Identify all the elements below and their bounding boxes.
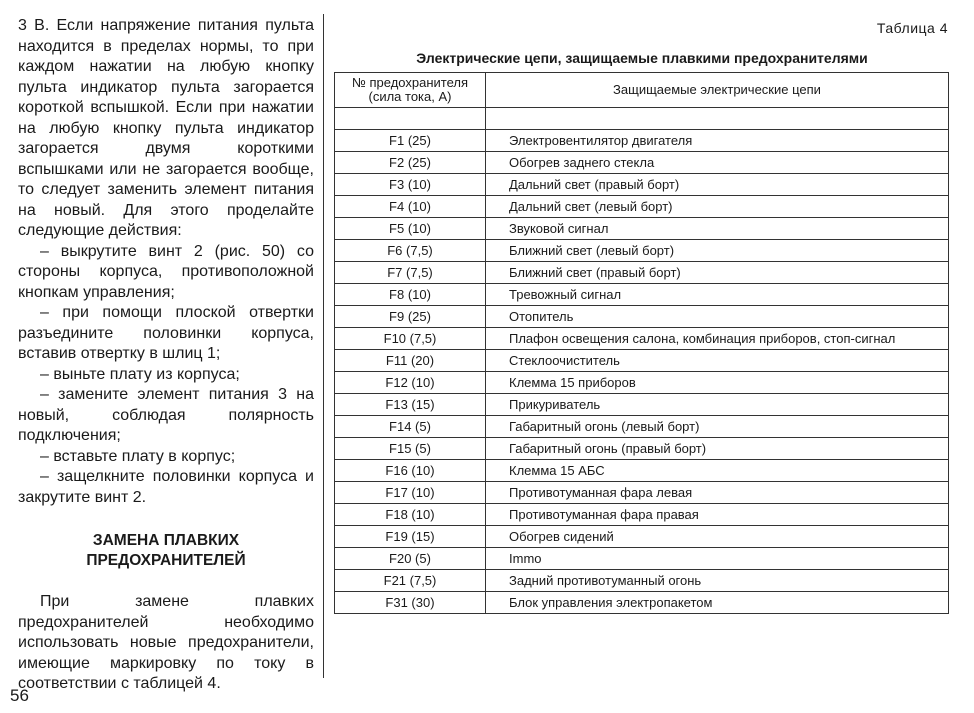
table-row (335, 548, 949, 570)
circuit-cell: Блок управления электропакетом (486, 592, 949, 614)
fuse-cell: F16 (10) (335, 460, 486, 482)
fuse-table (334, 72, 949, 614)
fuse-table-section (334, 20, 950, 614)
fuse-cell: F31 (30) (335, 592, 486, 614)
circuit-cell: Противотуманная фара левая (486, 482, 949, 504)
fuse-cell: F7 (7,5) (335, 262, 486, 284)
circuit-cell: Стеклоочиститель (486, 350, 949, 372)
table-spacer-row (335, 108, 949, 130)
fuse-cell: F20 (5) (335, 548, 486, 570)
table-row (335, 284, 949, 306)
fuse-cell: F12 (10) (335, 372, 486, 394)
fuse-cell: F1 (25) (335, 130, 486, 152)
fuse-cell: F18 (10) (335, 504, 486, 526)
table-row (335, 328, 949, 350)
circuit-cell: Противотуманная фара правая (486, 504, 949, 526)
circuit-cell: Дальний свет (правый борт) (486, 174, 949, 196)
section-heading: ЗАМЕНА ПЛАВКИХ ПРЕДОХРАНИТЕЛЕЙ (86, 532, 246, 569)
circuit-cell: Клемма 15 приборов (486, 372, 949, 394)
header-fuse-number: № предохранителя (сила тока, А) (335, 73, 486, 108)
instructions-column (18, 16, 314, 695)
circuit-cell: Дальний свет (левый борт) (486, 196, 949, 218)
circuit-cell: Задний противотуманный огонь (486, 570, 949, 592)
fuse-cell: F10 (7,5) (335, 328, 486, 350)
circuit-cell: Звуковой сигнал (486, 218, 949, 240)
instruction-step: – вставьте плату в корпус; (40, 447, 236, 465)
table-row (335, 130, 949, 152)
fuse-cell: F5 (10) (335, 218, 486, 240)
fuse-cell: F13 (15) (335, 394, 486, 416)
instruction-step: – выкрутите винт 2 (рис. 50) со стороны корпуса, противоположной кнопкам управления; (18, 242, 314, 301)
circuit-cell: Плафон освещения салона, комбинация приборов, стоп-сигнал (486, 328, 949, 350)
fuse-cell: F19 (15) (335, 526, 486, 548)
page-number: 56 (10, 686, 29, 705)
circuit-cell: Тревожный сигнал (486, 284, 949, 306)
table-header-row (335, 73, 949, 108)
instruction-step: – при помощи плоской отвертки разъедините половинки корпуса, вставив отвертку в шлиц 1; (18, 304, 314, 362)
circuit-cell: Электровентилятор двигателя (486, 130, 949, 152)
table-row (335, 526, 949, 548)
fuse-cell: F14 (5) (335, 416, 486, 438)
table-row (335, 372, 949, 394)
table-title: Электрические цепи, защищаемые плавкими предохранителями (416, 50, 868, 66)
table-row (335, 460, 949, 482)
table-row (335, 262, 949, 284)
circuit-cell: Ближний свет (правый борт) (486, 262, 949, 284)
circuit-cell: Ближний свет (левый борт) (486, 240, 949, 262)
circuit-cell: Обогрев сидений (486, 526, 949, 548)
table-number: Таблица 4 (876, 20, 948, 36)
table-row (335, 240, 949, 262)
instruction-paragraph: 3 В. Если напряжение питания пульта находится в пределах нормы, то при каждом нажатии на любую кнопку пульта индикатор пульта загорается короткой вспышкой. Если при нажатии на любую кнопку пульта индикатор загорается двумя короткими вспышками или не загорается вообще, то следует заменить элемент питания на новый. Для этого проделайте следующие действия: (18, 17, 314, 239)
fuse-cell: F4 (10) (335, 196, 486, 218)
fuse-cell: F15 (5) (335, 438, 486, 460)
table-row (335, 174, 949, 196)
fuse-cell: F3 (10) (335, 174, 486, 196)
table-row (335, 482, 949, 504)
column-divider (323, 14, 324, 678)
table-row (335, 570, 949, 592)
circuit-cell: Immo (486, 548, 949, 570)
table-row (335, 592, 949, 614)
fuse-cell: F9 (25) (335, 306, 486, 328)
table-row (335, 350, 949, 372)
table-row (335, 152, 949, 174)
fuse-cell: F17 (10) (335, 482, 486, 504)
fuse-cell: F21 (7,5) (335, 570, 486, 592)
circuit-cell: Габаритный огонь (правый борт) (486, 438, 949, 460)
table-row (335, 416, 949, 438)
circuit-cell: Габаритный огонь (левый борт) (486, 416, 949, 438)
table-row (335, 196, 949, 218)
fuse-cell: F8 (10) (335, 284, 486, 306)
fuse-cell: F2 (25) (335, 152, 486, 174)
circuit-cell: Отопитель (486, 306, 949, 328)
instruction-step: – выньте плату из корпуса; (40, 365, 240, 383)
closing-paragraph: При замене плавких предохранителей необходимо использовать новые предохранители, имеющие маркировку по току в соответствии с таблицей 4. (18, 593, 314, 692)
table-row (335, 394, 949, 416)
circuit-cell: Клемма 15 АБС (486, 460, 949, 482)
header-protected-circuits: Защищаемые электрические цепи (486, 73, 949, 108)
instruction-step: – замените элемент питания 3 на новый, соблюдая полярность подключения; (18, 386, 314, 444)
circuit-cell: Обогрев заднего стекла (486, 152, 949, 174)
table-row (335, 218, 949, 240)
table-row (335, 504, 949, 526)
table-row (335, 306, 949, 328)
circuit-cell: Прикуриватель (486, 394, 949, 416)
table-row (335, 438, 949, 460)
fuse-cell: F6 (7,5) (335, 240, 486, 262)
instruction-step: – защелкните половинки корпуса и закрутите винт 2. (18, 468, 314, 506)
fuse-cell: F11 (20) (335, 350, 486, 372)
